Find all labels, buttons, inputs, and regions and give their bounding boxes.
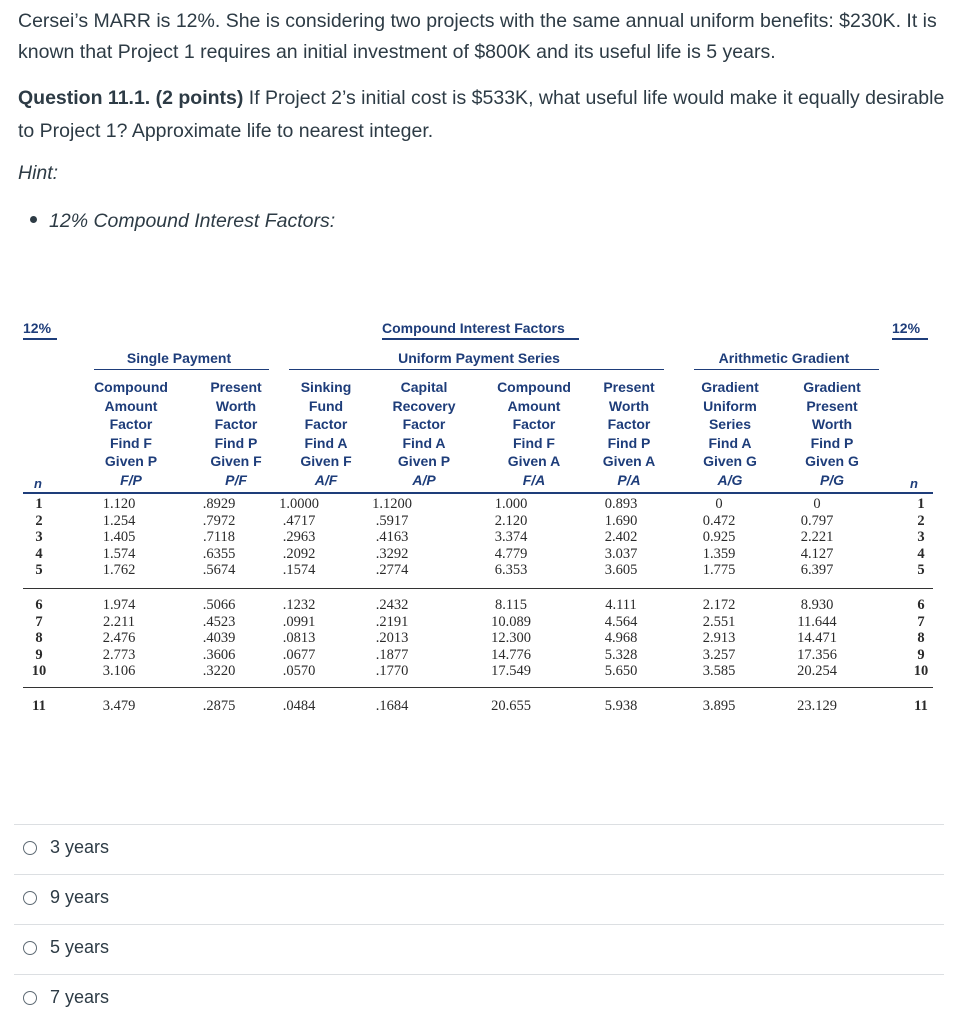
factor-cell: 23.129 <box>797 698 837 714</box>
factor-cell: .8929 <box>202 496 236 512</box>
column-header-line: Find P <box>810 434 854 451</box>
column-header-line: Gradient <box>701 379 759 395</box>
column-header-line: Factor <box>512 416 556 432</box>
period-cell: 9 <box>917 646 925 663</box>
factor-cell: 4.111 <box>605 597 637 613</box>
column-header-line: Worth <box>811 416 853 432</box>
factor-cell: .5674 <box>202 562 236 579</box>
radio-button[interactable] <box>23 891 37 905</box>
column-header-line: Series <box>708 416 752 432</box>
factor-cell: 0.797 <box>800 512 834 529</box>
hint-bullet-text: 12% Compound Interest Factors: <box>49 210 336 232</box>
column-header-line: Sinking <box>300 379 352 395</box>
answer-option[interactable] <box>14 924 944 973</box>
column-header-line: Worth <box>608 397 650 414</box>
column-header-line: Find A <box>402 434 446 451</box>
column-header-line: Factor <box>109 416 153 432</box>
divider <box>14 824 944 825</box>
column-header-line: Find F <box>513 434 555 451</box>
column-header-line: Given F <box>210 453 262 469</box>
factor-cell: .2875 <box>202 698 236 714</box>
column-header-line: Capital <box>400 379 448 395</box>
factor-cell: 3.374 <box>494 529 528 546</box>
period-cell: 8 <box>35 630 43 647</box>
column-header-line: Find F <box>110 434 152 451</box>
rate-right: 12% <box>892 320 921 336</box>
factor-cell: .4163 <box>375 529 409 546</box>
factor-cell: 10.089 <box>491 613 531 630</box>
period-cell: 7 <box>917 613 925 630</box>
factor-cell: .2963 <box>282 529 316 546</box>
period-cell: 2 <box>35 512 43 529</box>
column-header-line: Factor <box>607 416 651 432</box>
period-cell: 2 <box>917 512 925 529</box>
answer-option[interactable] <box>14 974 944 1023</box>
column-header-line: Given F <box>300 453 352 469</box>
radio-button[interactable] <box>23 991 37 1005</box>
option-label[interactable]: 5 years <box>50 937 110 957</box>
rule <box>289 369 664 370</box>
factor-cell: 3.037 <box>604 545 638 562</box>
factor-cell: 3.585 <box>702 663 736 680</box>
factor-cell: 3.605 <box>604 562 638 579</box>
column-header-line: Present <box>210 379 262 395</box>
factor-cell: 1.254 <box>102 512 136 529</box>
column-header-line: Factor <box>304 416 348 432</box>
factor-cell: .4523 <box>202 613 236 630</box>
column-header-line: Factor <box>402 416 446 432</box>
n-label-left: n <box>34 476 42 491</box>
factor-cell: 5.328 <box>604 646 638 663</box>
factor-cell: 1.0000 <box>279 496 319 512</box>
period-cell: 5 <box>917 562 925 579</box>
column-header <box>201 378 271 489</box>
factor-cell: .0570 <box>282 663 316 680</box>
factor-cell: 2.221 <box>800 529 834 546</box>
rule <box>23 338 57 340</box>
factor-cell: .2092 <box>282 545 316 562</box>
factor-cell: 0.893 <box>604 496 638 512</box>
factor-cell: 1.775 <box>702 562 736 579</box>
period-cell: 4 <box>917 545 925 562</box>
column-header-line: Gradient <box>803 379 861 395</box>
factor-cell: 3.895 <box>702 698 736 714</box>
column-header-line: P/A <box>617 471 641 488</box>
column-header-line: P/F <box>225 471 247 488</box>
column-header-line: Fund <box>308 397 344 414</box>
column-header-line: Given P <box>397 453 451 469</box>
period-cell: 7 <box>35 613 43 630</box>
factor-cell: 1.359 <box>702 545 736 562</box>
factor-cell: 8.115 <box>494 597 528 613</box>
group-separator <box>23 588 933 589</box>
divider <box>14 924 944 925</box>
column-header-line: A/F <box>314 471 338 488</box>
factor-cell: .2013 <box>375 630 409 647</box>
period-cell: 10 <box>31 663 47 680</box>
column-header-line: Given A <box>507 453 561 469</box>
column-header-line: Given P <box>104 453 158 469</box>
column-header-line: Factor <box>214 416 258 432</box>
factor-cell: 11.644 <box>797 613 837 630</box>
factor-cell: 17.356 <box>797 646 837 663</box>
period-cell: 9 <box>35 646 43 663</box>
problem-statement: Cersei’s MARR is 12%. She is considering two projects with the same annual uniform benefits: $230K. It is known that Project 1 requires an initial investment of $800K and its useful life is 5 years. <box>18 10 937 63</box>
factor-cell: 2.120 <box>494 512 528 529</box>
group-single-payment: Single Payment <box>126 350 232 366</box>
factor-cell: 1.1200 <box>372 496 412 512</box>
column-header-line: Compound <box>94 379 168 395</box>
bullet-dot-icon <box>30 216 37 223</box>
rule <box>94 369 269 370</box>
interest-factor-table <box>14 318 944 718</box>
option-label[interactable]: 9 years <box>50 887 110 907</box>
hint-bullet <box>30 210 335 233</box>
period-cell: 8 <box>917 630 925 647</box>
factor-cell: 2.913 <box>702 630 736 647</box>
factor-cell: 3.479 <box>102 698 136 714</box>
factor-cell: .1574 <box>282 562 316 579</box>
factor-cell: 1.000 <box>494 496 528 512</box>
rule <box>382 338 579 340</box>
factor-cell: .0484 <box>282 698 316 714</box>
factor-cell: .2432 <box>375 597 409 613</box>
factor-cell: .3606 <box>202 646 236 663</box>
factor-cell: .7972 <box>202 512 236 529</box>
period-cell: 10 <box>913 663 929 680</box>
column-header-line: Find P <box>607 434 651 451</box>
column-header-line: A/P <box>412 471 436 488</box>
factor-cell: 4.564 <box>604 613 638 630</box>
column-header-line: Find A <box>304 434 348 451</box>
hint-label: Hint: <box>18 162 59 184</box>
factor-cell: 2.551 <box>702 613 736 630</box>
column-header-line: Given G <box>703 453 757 469</box>
factor-cell: 1.974 <box>102 597 136 613</box>
column-header-line: F/P <box>120 471 142 488</box>
factor-cell: .1232 <box>282 597 316 613</box>
question-label: Question 11.1. (2 points) <box>18 87 244 109</box>
column-header <box>86 378 176 489</box>
factor-cell: 14.776 <box>491 646 531 663</box>
factor-cell: .1877 <box>375 646 409 663</box>
factor-cell: .4717 <box>282 512 316 529</box>
factor-cell: 1.574 <box>102 545 136 562</box>
factor-cell: .4039 <box>202 630 236 647</box>
group-separator <box>23 687 933 688</box>
period-cell: 6 <box>35 597 43 613</box>
header-rule <box>23 492 933 494</box>
factor-cell: .5917 <box>375 512 409 529</box>
factor-cell: 1.405 <box>102 529 136 546</box>
column-header-line: Worth <box>215 397 257 414</box>
column-header-line: Uniform <box>703 397 757 414</box>
factor-cell: 4.127 <box>800 545 834 562</box>
factor-cell: 4.968 <box>604 630 638 647</box>
column-header <box>379 378 469 489</box>
group-uniform-series: Uniform Payment Series <box>398 350 560 366</box>
period-cell: 1 <box>35 496 43 512</box>
factor-cell: 1.762 <box>102 562 136 579</box>
column-header-line: Find P <box>214 434 258 451</box>
column-header-line: Recovery <box>392 397 456 414</box>
table-title: Compound Interest Factors <box>382 320 565 336</box>
factor-cell: 17.549 <box>491 663 531 680</box>
factor-cell: 6.353 <box>494 562 528 579</box>
factor-cell: .0813 <box>282 630 316 647</box>
period-cell: 3 <box>917 529 925 546</box>
column-header <box>594 378 664 489</box>
factor-cell: 2.773 <box>102 646 136 663</box>
rate-left: 12% <box>23 320 52 336</box>
column-header <box>690 378 770 489</box>
option-label[interactable]: 3 years <box>50 837 110 857</box>
factor-cell: .0677 <box>282 646 316 663</box>
factor-cell: .2774 <box>375 562 409 579</box>
answer-option[interactable] <box>14 824 944 873</box>
factor-cell: 1.120 <box>102 496 136 512</box>
period-cell: 6 <box>917 597 925 613</box>
period-cell: 11 <box>32 698 46 714</box>
factor-cell: .5066 <box>202 597 236 613</box>
period-cell: 1 <box>917 496 925 512</box>
divider <box>14 974 944 975</box>
factor-cell: .2191 <box>375 613 409 630</box>
factor-cell: 20.254 <box>797 663 837 680</box>
column-header-line: Find A <box>708 434 752 451</box>
factor-cell: 4.779 <box>494 545 528 562</box>
column-header-line: Present <box>806 397 858 414</box>
factor-cell: 2.476 <box>102 630 136 647</box>
factor-cell: 2.402 <box>604 529 638 546</box>
factor-cell: .3292 <box>375 545 409 562</box>
factor-cell: .3220 <box>202 663 236 680</box>
question-body: If Project 2’s initial cost is $533K, what useful life would make it equally desirable to Project 1? Approximate life to nearest integer. <box>18 87 945 142</box>
n-label-right: n <box>910 476 918 491</box>
rule <box>892 338 928 340</box>
factor-cell: 5.650 <box>604 663 638 680</box>
factor-cell: 20.655 <box>491 698 531 714</box>
column-header <box>291 378 361 489</box>
factor-cell: 5.938 <box>604 698 638 714</box>
factor-cell: 0 <box>813 496 821 512</box>
answer-option[interactable] <box>14 874 944 923</box>
factor-cell: 1.690 <box>604 512 638 529</box>
column-header-line: Compound <box>497 379 571 395</box>
factor-cell: 2.211 <box>102 613 136 630</box>
column-header-line: F/A <box>522 471 546 488</box>
factor-cell: 0.472 <box>702 512 736 529</box>
factor-cell: 14.471 <box>797 630 837 647</box>
factor-cell: .1684 <box>375 698 409 714</box>
radio-button[interactable] <box>23 841 37 855</box>
factor-cell: .0991 <box>282 613 316 630</box>
factor-cell: 12.300 <box>491 630 531 647</box>
period-cell: 4 <box>35 545 43 562</box>
column-header-line: P/G <box>819 471 845 488</box>
column-header-line: Amount <box>104 397 158 414</box>
factor-cell: 8.930 <box>800 597 834 613</box>
factor-cell: .6355 <box>202 545 236 562</box>
factor-cell: 3.106 <box>102 663 136 680</box>
column-header-line: Present <box>603 379 655 395</box>
factor-cell: .1770 <box>375 663 409 680</box>
column-header-line: Amount <box>507 397 561 414</box>
column-header-line: Given G <box>805 453 859 469</box>
factor-cell: 0.925 <box>702 529 736 546</box>
factor-cell: 2.172 <box>702 597 736 613</box>
period-cell: 11 <box>914 698 928 714</box>
column-header <box>484 378 584 489</box>
factor-cell: 0 <box>715 496 723 512</box>
group-arithmetic-gradient: Arithmetic Gradient <box>718 350 850 366</box>
column-header-line: A/G <box>717 471 743 488</box>
column-header <box>792 378 872 489</box>
period-cell: 3 <box>35 529 43 546</box>
rule <box>694 369 879 370</box>
radio-button[interactable] <box>23 941 37 955</box>
factor-cell: 3.257 <box>702 646 736 663</box>
question-text <box>18 82 953 148</box>
column-header-line: Given A <box>602 453 656 469</box>
option-label[interactable]: 7 years <box>50 987 110 1007</box>
factor-cell: 6.397 <box>800 562 834 579</box>
factor-cell: .7118 <box>202 529 236 546</box>
divider <box>14 874 944 875</box>
period-cell: 5 <box>35 562 43 579</box>
